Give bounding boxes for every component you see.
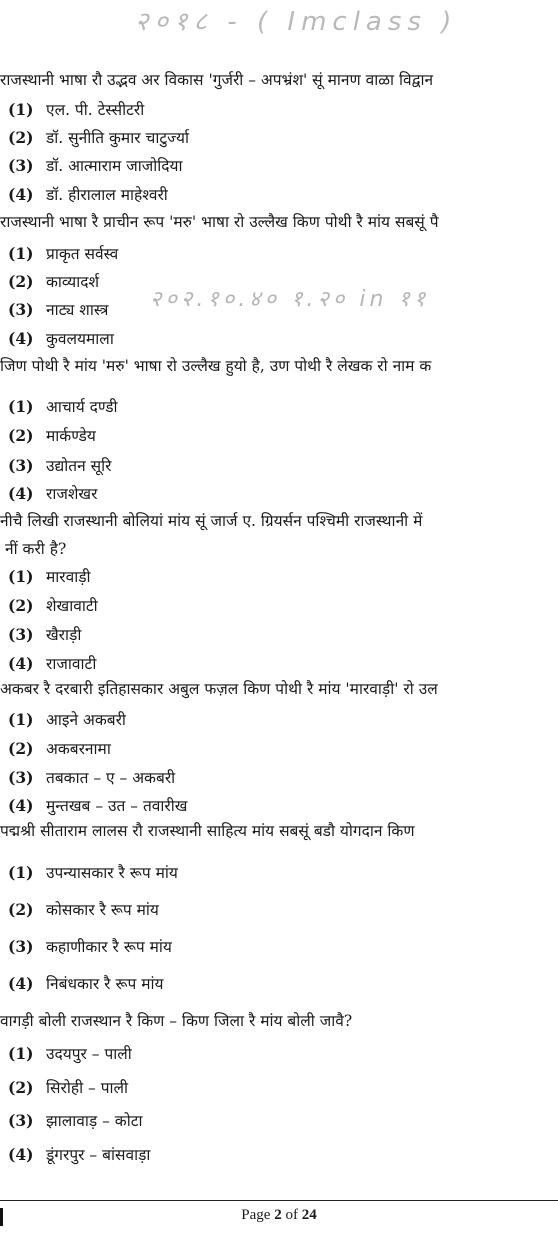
option-text: खैराड़ी xyxy=(46,626,82,644)
option-text: प्राकृत सर्वस्व xyxy=(46,245,119,263)
option-number: (3) xyxy=(8,156,34,175)
option-number: (2) xyxy=(8,596,34,615)
option-number: (4) xyxy=(8,329,34,348)
question-2-text: राजस्थानी भाषा रै प्राचीन रूप 'मरु' भाषा रो उल्लैख किण पोथी रै मांय सबसूं पै xyxy=(0,213,439,231)
option-text: निबंधकार रै रूप मांय xyxy=(46,975,164,993)
option-text: शेखावाटी xyxy=(46,597,98,615)
q7-option-3 xyxy=(8,1110,143,1132)
option-text: आचार्य दण्डी xyxy=(46,398,118,416)
option-number: (2) xyxy=(8,128,34,147)
q1-option-1 xyxy=(8,99,144,121)
option-text: मारवाड़ी xyxy=(46,568,91,586)
of-label: of xyxy=(285,1207,298,1223)
q5-option-2 xyxy=(8,738,111,760)
option-number: (2) xyxy=(8,426,34,445)
question-3-text: जिण पोथी रै मांय 'मरु' भाषा रो उल्लैख हुयो है, उण पोथी रै लेखक रो नाम क xyxy=(0,357,432,375)
option-text: कोसकार रै रूप मांय xyxy=(46,901,159,919)
handwritten-margin-note: २०२.१०.४० १.२० in ११ xyxy=(150,287,430,312)
option-number: (3) xyxy=(8,300,34,319)
page-number: 2 xyxy=(274,1207,282,1223)
q7-option-4 xyxy=(8,1144,150,1166)
q2-option-1 xyxy=(8,243,118,265)
q6-option-4 xyxy=(8,973,164,995)
option-number: (1) xyxy=(8,244,34,263)
option-text: सिरोही – पाली xyxy=(46,1079,129,1097)
option-number: (1) xyxy=(8,397,34,416)
option-number: (1) xyxy=(8,863,34,882)
q1-option-2 xyxy=(8,127,189,149)
option-text: डॉ. हीरालाल माहेश्वरी xyxy=(46,186,168,204)
option-number: (4) xyxy=(8,654,34,673)
option-text: अकबरनामा xyxy=(46,740,111,758)
question-1-text: राजस्थानी भाषा रौ उद्भव अर विकास 'गुर्जरी – अपभ्रंश' सूं मानण वाळा विद्वान xyxy=(0,71,434,89)
q1-option-3 xyxy=(8,155,182,177)
footer-divider xyxy=(0,1200,558,1201)
option-number: (1) xyxy=(8,567,34,586)
option-text: डॉ. सुनीति कुमार चाटुर्ज्या xyxy=(46,129,190,147)
q4-option-3 xyxy=(8,624,81,646)
option-number: (4) xyxy=(8,796,34,815)
q6-option-1 xyxy=(8,862,178,884)
question-4-text: नीचै लिखी राजस्थानी बोलियां मांय सूं जार्ज ए. ग्रियर्सन पश्चिमी राजस्थानी में xyxy=(0,512,423,530)
option-number: (1) xyxy=(8,710,34,729)
page-footer xyxy=(0,1207,558,1224)
option-text: डूंगरपुर – बांसवाड़ा xyxy=(46,1146,151,1164)
q3-option-1 xyxy=(8,396,118,418)
q2-option-3 xyxy=(8,299,108,321)
option-text: नाट्य शास्त्र xyxy=(46,301,109,319)
option-number: (4) xyxy=(8,1145,34,1164)
option-number: (4) xyxy=(8,484,34,503)
option-number: (3) xyxy=(8,768,34,787)
q2-option-4 xyxy=(8,328,114,350)
handwritten-header-note: २०१८ - ( Imclass ) xyxy=(135,7,458,37)
option-text: काव्यादर्श xyxy=(46,273,99,291)
q4-option-2 xyxy=(8,595,98,617)
option-number: (2) xyxy=(8,1078,34,1097)
q3-option-3 xyxy=(8,455,111,477)
page-label: Page xyxy=(241,1207,271,1223)
option-text: आइने अकबरी xyxy=(46,711,126,729)
option-text: मुन्तखब – उत – तवारीख xyxy=(46,797,188,815)
q1-option-4 xyxy=(8,184,168,206)
q5-option-4 xyxy=(8,795,187,817)
total-pages: 24 xyxy=(301,1207,317,1223)
option-number: (2) xyxy=(8,272,34,291)
option-text: झालावाड़ – कोटा xyxy=(46,1112,143,1130)
option-number: (4) xyxy=(8,185,34,204)
question-7-text: वागड़ी बोली राजस्थान रै किण – किण जिला रै मांय बोली जावै? xyxy=(0,1012,353,1030)
option-text: डॉ. आत्माराम जाजोदिया xyxy=(46,157,183,175)
q4-option-1 xyxy=(8,566,91,588)
q5-option-1 xyxy=(8,709,126,731)
option-number: (3) xyxy=(8,625,34,644)
option-text: राजशेखर xyxy=(46,485,98,503)
q6-option-2 xyxy=(8,899,159,921)
option-text: मार्कण्डेय xyxy=(46,427,96,445)
option-number: (1) xyxy=(8,100,34,119)
option-number: (2) xyxy=(8,900,34,919)
option-number: (3) xyxy=(8,456,34,475)
q2-option-2 xyxy=(8,271,99,293)
option-text: कुवलयमाला xyxy=(46,330,114,348)
question-5-text: अकबर रै दरबारी इतिहासकार अबुल फज़ल किण पोथी रै मांय 'मारवाड़ी' रो उल xyxy=(0,680,438,698)
question-4-text-continued: नीं करी है? xyxy=(5,540,67,558)
question-6-text: पद्मश्री सीताराम लालस रौ राजस्थानी साहित्य मांय सबसूं बडौ योगदान किण xyxy=(0,822,415,840)
option-text: उद्योतन सूरि xyxy=(46,457,112,475)
q6-option-3 xyxy=(8,936,172,958)
q3-option-2 xyxy=(8,425,96,447)
q7-option-1 xyxy=(8,1043,132,1065)
q7-option-2 xyxy=(8,1077,128,1099)
q4-option-4 xyxy=(8,653,96,675)
option-text: उपन्यासकार रै रूप मांय xyxy=(46,864,178,882)
option-number: (4) xyxy=(8,974,34,993)
option-text: उदयपुर – पाली xyxy=(46,1045,132,1063)
option-number: (3) xyxy=(8,937,34,956)
option-text: तबकात – ए – अकबरी xyxy=(46,769,176,787)
q3-option-4 xyxy=(8,483,97,505)
option-number: (1) xyxy=(8,1044,34,1063)
option-number: (2) xyxy=(8,739,34,758)
q5-option-3 xyxy=(8,767,175,789)
option-text: कहाणीकार रै रूप मांय xyxy=(46,938,172,956)
option-number: (3) xyxy=(8,1111,34,1130)
option-text: एल. पी. टेस्सीटरी xyxy=(46,101,145,119)
option-text: राजावाटी xyxy=(46,655,97,673)
